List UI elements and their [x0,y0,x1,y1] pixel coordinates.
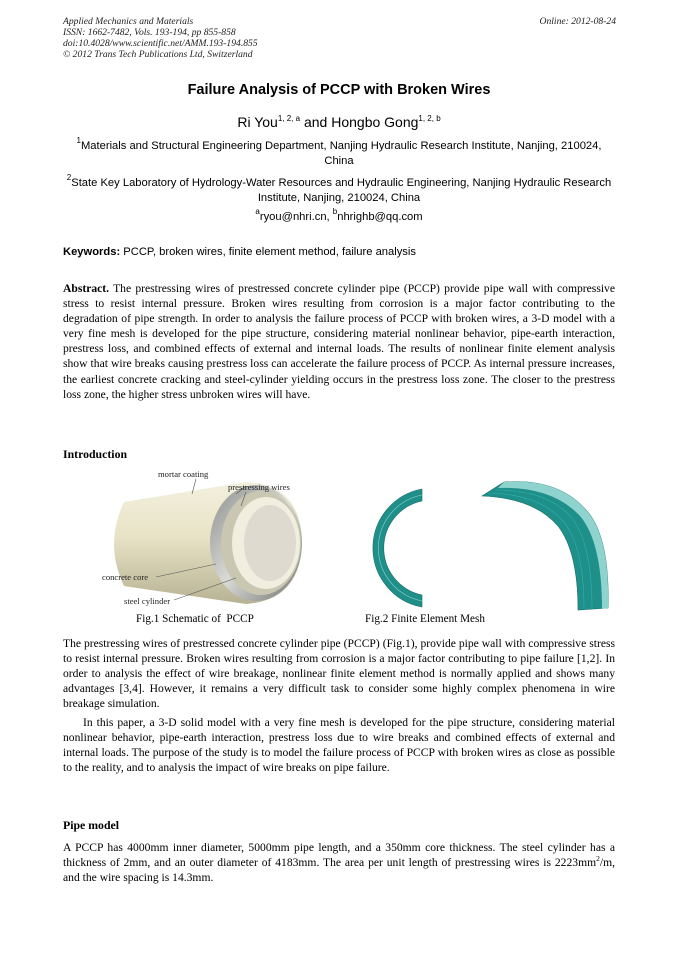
journal-header [63,16,258,60]
introduction-paragraph-1: The prestressing wires of prestressed concrete cylinder pipe (PCCP) (Fig.1), provide pipe wall with compressive stress to resist internal pressure. Broken wires resulting from corrosion is a major factor contributing to pipe failure [1,2]. In order to analysis the effect of wire breakage, nonlinear finite element method is normally applied and shows many advantages [3,4]. However, it remains a very difficult task to consider some highly complex phenomena in wire breakage simulation. [63,637,615,711]
keywords [63,246,615,258]
pipe-model-text-a: A PCCP has 4000mm inner diameter, 5000mm pipe length, and a 350mm core thickness. The steel cylinder has a thickness of 2mm, and an outer diameter of 4183mm. The area per unit length of prestressing wires is 2223mm [63,841,615,870]
affiliation-1 [63,136,615,169]
online-date: Online: 2012-08-24 [539,16,616,27]
keywords-text: PCCP, broken wires, finite element method, failure analysis [120,246,416,258]
doi-line: doi:10.4028/www.scientific.net/AMM.193-194.855 [63,38,258,49]
author-2-sup: 1, 2, b [418,114,441,123]
affiliation-2 [63,173,615,206]
author-emails [0,207,678,223]
author-2-name: Hongbo Gong [331,114,419,130]
pipe-model-paragraph [63,840,615,885]
introduction-paragraph-2: In this paper, a 3-D solid model with a very fine mesh is developed for the pipe structure, considering material nonlinear behavior, pipe-earth interaction, prestress loss due to wire breaks and combined effects of external and internal loads. The purpose of the study is to model the failure process of PCCP with broken wires as close as possible to the reality, and to analysis the impact of wire breaks on pipe failure. [63,716,615,775]
affiliation-2-sup: 2 [66,173,72,182]
affiliation-2-text: State Key Laboratory of Hydrology-Water Resources and Hydraulic Engineering, Nanjing Hydraulic Research Institute, Nanjing, 210024, China [71,177,612,204]
email-a[interactable]: ryou@nhri.cn, [259,211,333,223]
label-concrete-core: concrete core [102,572,149,582]
figure-2-mesh-3d-shell [474,480,614,612]
pipe-model-heading: Pipe model [63,818,120,832]
pipe-model-text-b: /m, and the wire spacing is 14.3mm. [63,856,615,885]
affiliation-1-text: Materials and Structural Engineering Department, Nanjing Hydraulic Research Institute, Nanjing, 210024, China [80,140,602,167]
pipe-model-sup: 2 [596,854,600,864]
author-1-name: Ri You [237,114,278,130]
figure-1-pccp-schematic [96,464,316,614]
figure-1-caption: Fig.1 Schematic of PCCP [136,613,254,625]
email-b-sup: b [332,207,338,216]
email-b[interactable]: nhrighb@qq.com [337,211,423,223]
keywords-label: Keywords: [63,246,121,258]
label-steel-cylinder: steel cylinder [124,596,171,606]
label-prestressing-wires: prestressing wires [228,482,290,492]
figure-2-caption: Fig.2 Finite Element Mesh [365,613,485,625]
figure-2-mesh-ring-section [332,487,424,609]
introduction-heading: Introduction [63,447,128,461]
abstract-label: Abstract. [63,282,110,295]
author-line [0,114,678,130]
affiliation-1-sup: 1 [76,136,81,145]
mesh-shell-surface [482,482,608,610]
abstract [63,281,615,402]
author-conjunction: and [300,114,332,130]
email-a-sup: a [255,207,260,216]
pipe-bore [244,505,296,581]
copyright-line: © 2012 Trans Tech Publications Ltd, Switzerland [63,49,253,60]
issn-line: ISSN: 1662-7482, Vols. 193-194, pp 855-858 [63,27,236,38]
paper-title: Failure Analysis of PCCP with Broken Wires [187,82,491,98]
abstract-text: The prestressing wires of prestressed concrete cylinder pipe (PCCP) provide pipe wall with compressive stress to resist internal pressure. Broken wires resulting from corrosion is a major factor contributing to the degradation of pipe strength. In order to analysis the failure process of PCCP with broken wires, a 3-D model with a very fine mesh is developed for the pipe structure, considering material nonlinear behavior, pipe-earth interaction, prestress loss, and combined effects of external and internal loads. The results of nonlinear finite element analysis show that wire breaks causing prestress loss can accelerate the failure process of PCCP. As internal pressure increases, the earliest concrete cracking and steel-cylinder yielding occurs in the prestress loss zone. The closer to the prestress loss zone, the higher stress unbroken wires will have. [63,282,615,401]
journal-name: Applied Mechanics and Materials [63,16,194,27]
label-mortar-coating: mortar coating [158,469,209,479]
author-1-sup: 1, 2, a [277,114,301,123]
